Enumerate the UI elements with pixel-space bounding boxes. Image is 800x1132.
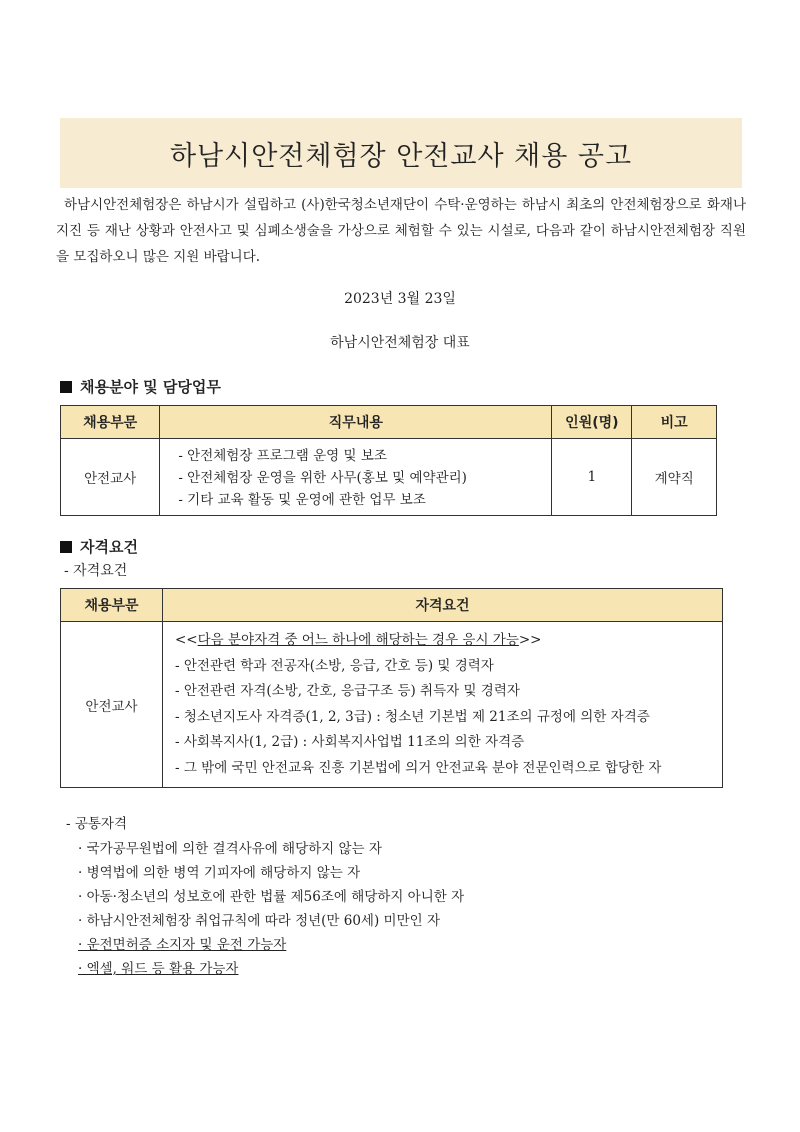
common-qualifications-heading: - 공통자격 <box>66 816 128 832</box>
page-title: 하남시안전체험장 안전교사 채용 공고 <box>169 140 633 172</box>
header-cell: 자격요건 <box>163 589 723 622</box>
duty-item: - 기타 교육 활동 및 운영에 관한 업무 보조 <box>178 492 426 508</box>
lead-suffix: >> <box>518 632 542 648</box>
table-header-row <box>61 406 717 439</box>
duties-table <box>60 405 717 516</box>
section-heading-fields <box>60 376 221 397</box>
header-cell: 직무내용 <box>160 406 552 439</box>
common-item: · 국가공무원법에 의한 결격사유에 해당하지 않는 자 <box>78 841 382 857</box>
header-cell: 채용부문 <box>61 406 160 439</box>
duties-cell <box>160 439 552 516</box>
square-bullet-icon <box>60 541 72 553</box>
lead-prefix: << <box>175 632 198 648</box>
representative: 하남시안전체험장 대표 <box>330 335 470 351</box>
requirements-table <box>60 588 723 788</box>
table-header-row <box>61 589 723 622</box>
announcement-date: 2023년 3월 23일 <box>344 291 456 307</box>
requirement-item: - 그 밖에 국민 안전교육 진흥 기본법에 의거 안전교육 분야 전문인력으로 합당한 자 <box>175 759 662 776</box>
requirement-lead <box>175 628 712 654</box>
header-cell: 채용부문 <box>61 589 163 622</box>
intro-paragraph: 하남시안전체험장은 하남시가 설립하고 (사)한국청소년재단이 수탁·운영하는 하남시 최초의 안전체험장으로 화재나 지진 등 재난 상황과 안전사고 및 심폐소생술을 가상으로 체험할 수 있는 시설로, 다음과 같이 하남시안전체험장 직원을 모집하오니 많은 지원 바랍니다. <box>56 197 746 265</box>
square-bullet-icon <box>60 381 72 393</box>
title-banner <box>60 118 742 188</box>
section-heading-text: 자격요건 <box>80 538 138 556</box>
requirement-item: - 청소년지도사 자격증(1, 2, 3급) : 청소년 기본법 제 21조의 규정에 의한 자격증 <box>175 708 650 725</box>
requirement-item: - 사회복지사(1, 2급) : 사회복지사업법 11조의 의한 자격증 <box>175 734 525 750</box>
requirement-item: - 안전관련 자격(소방, 간호, 응급구조 등) 취득자 및 경력자 <box>175 683 520 699</box>
requirement-item: - 안전관련 학과 전공자(소방, 응급, 간호 등) 및 경력자 <box>175 657 494 674</box>
common-item: · 하남시안전체험장 취업규칙에 따라 정년(만 60세) 미만인 자 <box>78 913 440 929</box>
common-item: · 아동·청소년의 성보호에 관한 법률 제56조에 해당하지 아니한 자 <box>78 889 465 905</box>
note-cell: 계약직 <box>632 439 717 516</box>
header-cell: 인원(명) <box>552 406 632 439</box>
dept-cell: 안전교사 <box>61 622 163 788</box>
table-row <box>61 439 717 516</box>
common-item: · 병역법에 의한 병역 기피자에 해당하지 않는 자 <box>78 865 361 881</box>
subheading: - 자격요건 <box>64 563 128 579</box>
header-cell: 비고 <box>632 406 717 439</box>
section-heading-requirements <box>60 536 138 557</box>
lead-text: 다음 분야자격 중 어느 하나에 해당하는 경우 응시 가능 <box>197 632 519 648</box>
count-cell: 1 <box>552 439 632 516</box>
common-item: · 운전면허증 소지자 및 운전 가능자 <box>78 937 287 953</box>
common-item: · 엑셀, 워드 등 활용 가능자 <box>78 961 239 977</box>
duty-item: - 안전체험장 프로그램 운영 및 보조 <box>178 448 387 464</box>
requirements-cell <box>163 622 723 788</box>
section-heading-text: 채용분야 및 담당업무 <box>80 378 221 396</box>
duty-item: - 안전체험장 운영을 위한 사무(홍보 및 예약관리) <box>178 470 467 486</box>
dept-cell: 안전교사 <box>61 439 160 516</box>
table-row <box>61 622 723 788</box>
